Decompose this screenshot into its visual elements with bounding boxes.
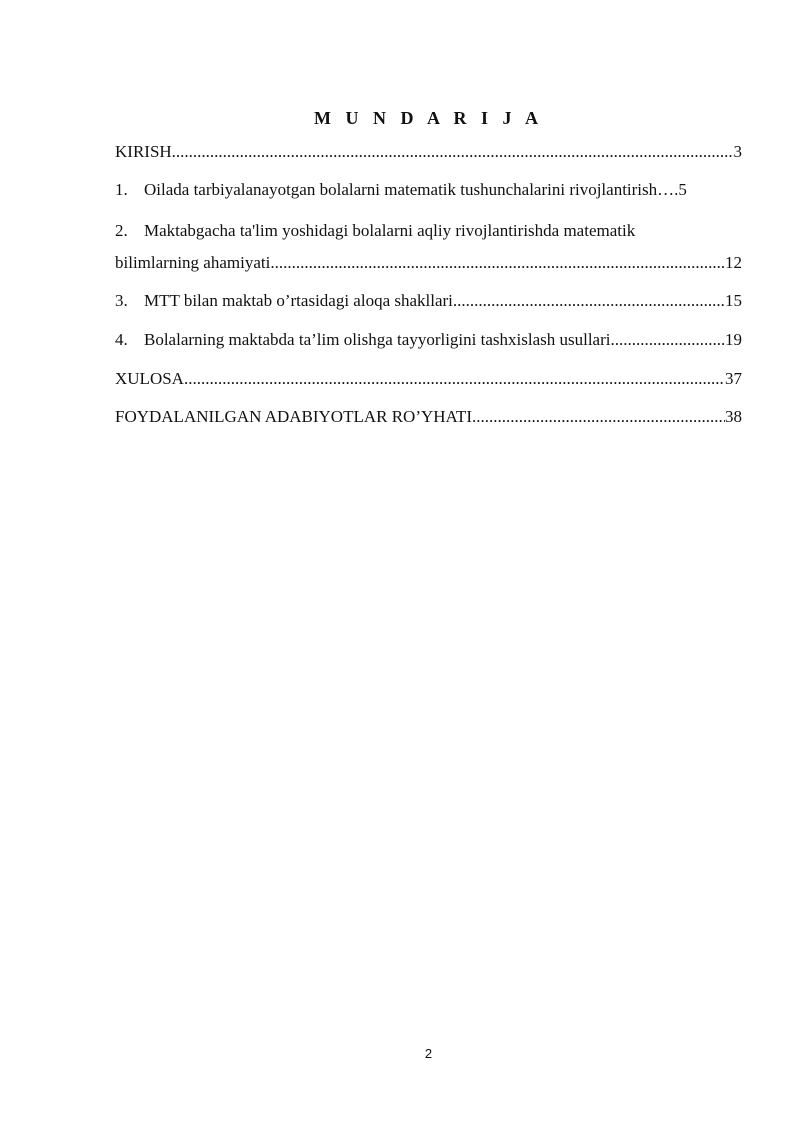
toc-entry-xulosa[interactable] (115, 369, 742, 393)
toc-dot-leader (184, 369, 725, 389)
toc-entry-text-line1: Maktabgacha ta'lim yoshidagi bolalarni aqliy rivojlantirishda matematik (144, 221, 636, 240)
toc-entry-page: 19 (725, 330, 742, 349)
page-number: 2 (424, 1046, 433, 1061)
toc-dot-leader (270, 253, 725, 273)
toc-entry-number: 2. (115, 221, 128, 240)
toc-entry-separator: …. (657, 180, 679, 199)
toc-dot-leader (610, 330, 725, 350)
toc-entry-page: 12 (725, 253, 742, 272)
toc-entry-page: 15 (725, 291, 742, 310)
toc-entry-4[interactable] (115, 330, 742, 354)
toc-entry-text: XULOSA (115, 369, 184, 388)
toc-entry-kirish[interactable] (115, 142, 742, 166)
toc-entry-page: 5 (678, 180, 687, 199)
toc-entry-page: 37 (725, 369, 742, 388)
toc-entry-2-line1[interactable] (115, 221, 742, 245)
toc-entry-text: KIRISH (115, 142, 172, 161)
toc-dot-leader (453, 291, 725, 311)
toc-entry-number: 4. (115, 330, 128, 349)
toc-entry-references[interactable] (115, 407, 742, 431)
toc-dot-leader (472, 407, 725, 427)
toc-entry-3[interactable] (115, 291, 742, 315)
toc-entry-page: 38 (725, 407, 742, 426)
toc-entry-2[interactable] (115, 253, 742, 277)
toc-entry-text: FOYDALANILGAN ADABIYOTLAR RO’YHATI (115, 407, 472, 426)
toc-entry-number: 3. (115, 291, 128, 310)
toc-entry-1[interactable] (115, 180, 742, 204)
toc-entry-text: Bolalarning maktabda ta’lim olishga tayyorligini tashxislash usullari (144, 330, 611, 349)
toc-entry-number: 1. (115, 180, 128, 199)
toc-dot-leader (172, 142, 734, 162)
toc-title: M U N D A R I J A (313, 108, 543, 128)
toc-entry-text: Oilada tarbiyalanayotgan bolalarni matematik tushunchalarini rivojlantirish (144, 180, 658, 199)
toc-entry-page: 3 (733, 142, 742, 161)
toc-entry-text: MTT bilan maktab o’rtasidagi aloqa shakllari (144, 291, 453, 310)
toc-entry-text: bilimlarning ahamiyati (115, 253, 271, 272)
